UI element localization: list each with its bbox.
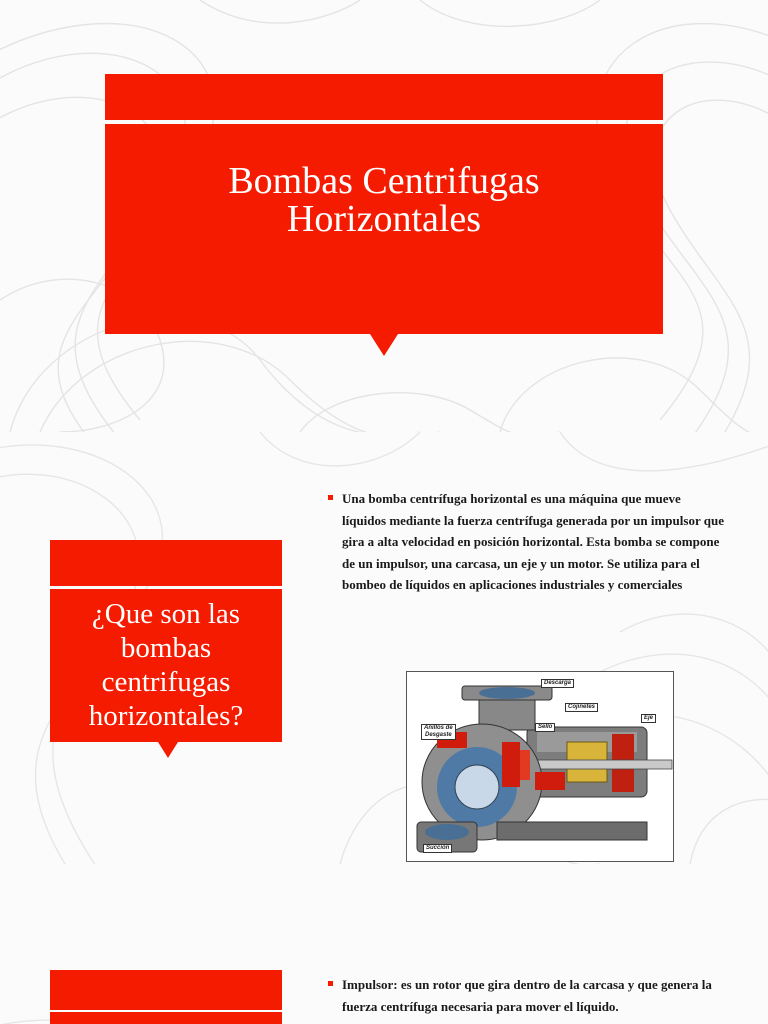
label-sello: Sello <box>535 723 555 732</box>
title-pointer <box>370 334 398 356</box>
components-box <box>50 1012 282 1024</box>
slide-title <box>0 0 768 432</box>
pump-diagram <box>406 671 674 862</box>
label-anillos-de-desgaste: Anillos de Desgaste <box>421 724 456 740</box>
question-accent-strip <box>50 540 282 586</box>
component-label: Impulsor <box>342 977 394 992</box>
question-text: ¿Que son las bombas centrifugas horizontales? <box>88 598 244 732</box>
slide-components <box>0 864 768 1024</box>
definition-bullet: Una bomba centrífuga horizontal es una máquina que mueve líquidos mediante la fuerza centrífuga generada por un impulsor que gira a alta velocidad en posición horizontal. Esta bomba se compone de un impulsor, una carcasa, un eje y un motor. Se utiliza para el bombeo de líquidos en aplicaciones industriales y comerciales <box>328 488 728 596</box>
question-box <box>50 589 282 742</box>
slide-title-text: Bombas Centrifugas Horizontales <box>228 160 540 240</box>
pump-cutaway-illustration <box>407 672 673 861</box>
question-pointer <box>158 742 178 758</box>
slide-definition <box>0 432 768 864</box>
component-description: : es un rotor que gira dentro de la carcasa y que genera la fuerza centrífuga necesaria para mover el líquido. <box>342 977 712 1014</box>
components-list <box>328 974 728 1017</box>
component-bullet-impulsor <box>328 974 728 1017</box>
components-accent-strip <box>50 970 282 1010</box>
label-cojinetes: Cojinetes <box>565 703 598 712</box>
label-descarga: Descarga <box>541 679 574 688</box>
title-box <box>105 124 663 334</box>
title-accent-strip <box>105 74 663 120</box>
label-eje: Eje <box>641 714 656 723</box>
definition-list <box>328 488 728 596</box>
label-succion: Succión <box>423 844 452 853</box>
